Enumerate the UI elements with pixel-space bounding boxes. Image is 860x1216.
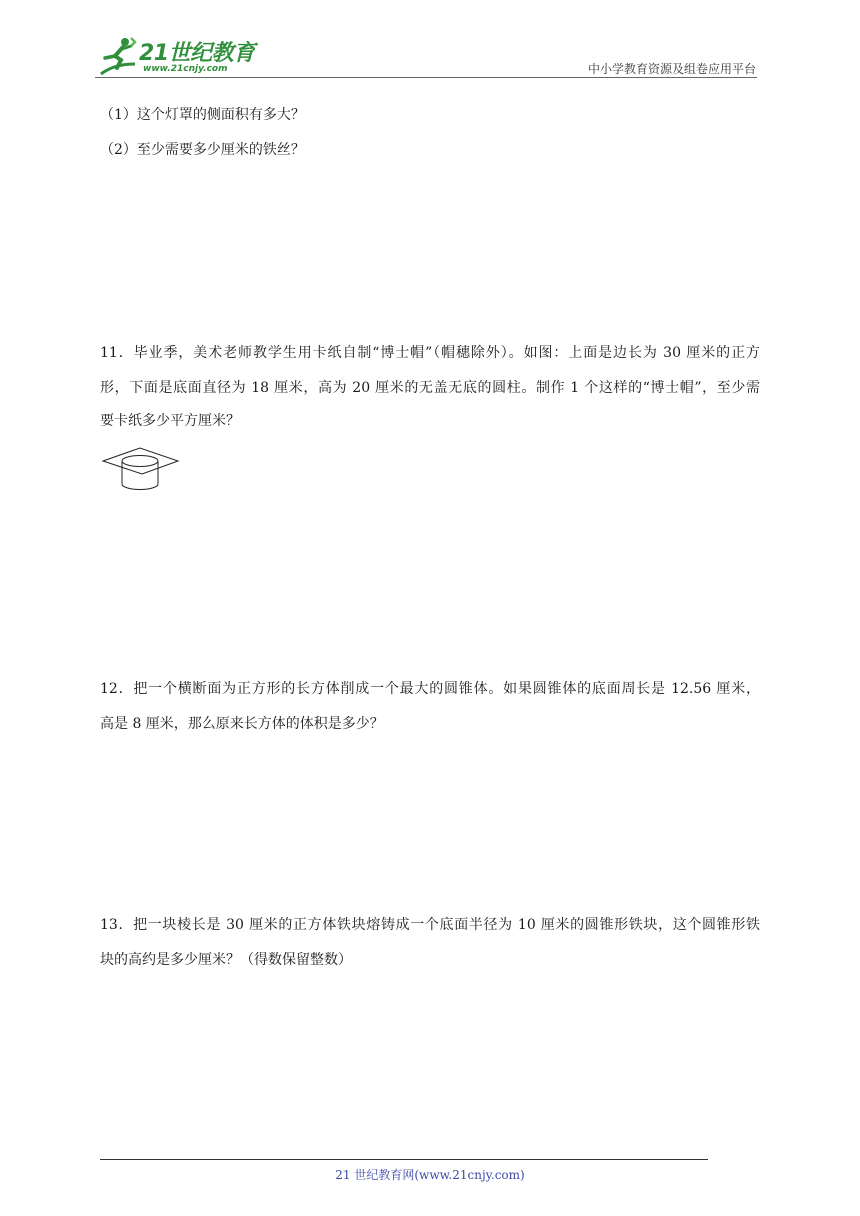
q10-subquestion-2: （2）至少需要多少厘米的铁丝？ xyxy=(100,142,305,158)
q11-text-line-2: 形，下面是底面直径为 18 厘米，高为 20 厘米的无盖无底的圆柱。制作 1 个这样的“博士帽”，至少需 xyxy=(100,380,760,396)
graduation-cap-icon xyxy=(100,444,182,494)
q12-text-line-2: 高是 8 厘米，那么原来长方体的体积是多少？ xyxy=(100,716,384,732)
footer-divider xyxy=(100,1159,708,1160)
page-header xyxy=(0,0,860,82)
q10-subquestion-1: （1）这个灯罩的侧面积有多大？ xyxy=(100,107,305,123)
logo-url: www.21cnjy.com xyxy=(143,64,228,74)
site-logo[interactable] xyxy=(95,34,260,78)
q11-text-line-3: 要卡纸多少平方厘米？ xyxy=(100,413,240,429)
runner-logo-icon xyxy=(95,34,139,78)
q11-text-line-1: 11．毕业季，美术老师教学生用卡纸自制“博士帽”（帽穗除外）。如图：上面是边长为 30 厘米的正方 xyxy=(100,345,760,361)
footer-link[interactable]: 21 世纪教育网(www.21cnjy.com) xyxy=(335,1168,525,1182)
q13-text-line-1: 13．把一块棱长是 30 厘米的正方体铁块熔铸成一个底面半径为 10 厘米的圆锥形铁块，这个圆锥形铁 xyxy=(100,917,760,933)
q13-text-line-2: 块的高约是多少厘米？（得数保留整数） xyxy=(100,952,352,968)
logo-wordmark: 21世纪教育 xyxy=(139,41,255,66)
header-tagline: 中小学教育资源及组卷应用平台 xyxy=(587,62,756,76)
q12-text-line-1: 12．把一个横断面为正方形的长方体削成一个最大的圆锥体。如果圆锥体的底面周长是 12.56 厘米， xyxy=(100,681,760,697)
header-divider xyxy=(95,77,757,78)
